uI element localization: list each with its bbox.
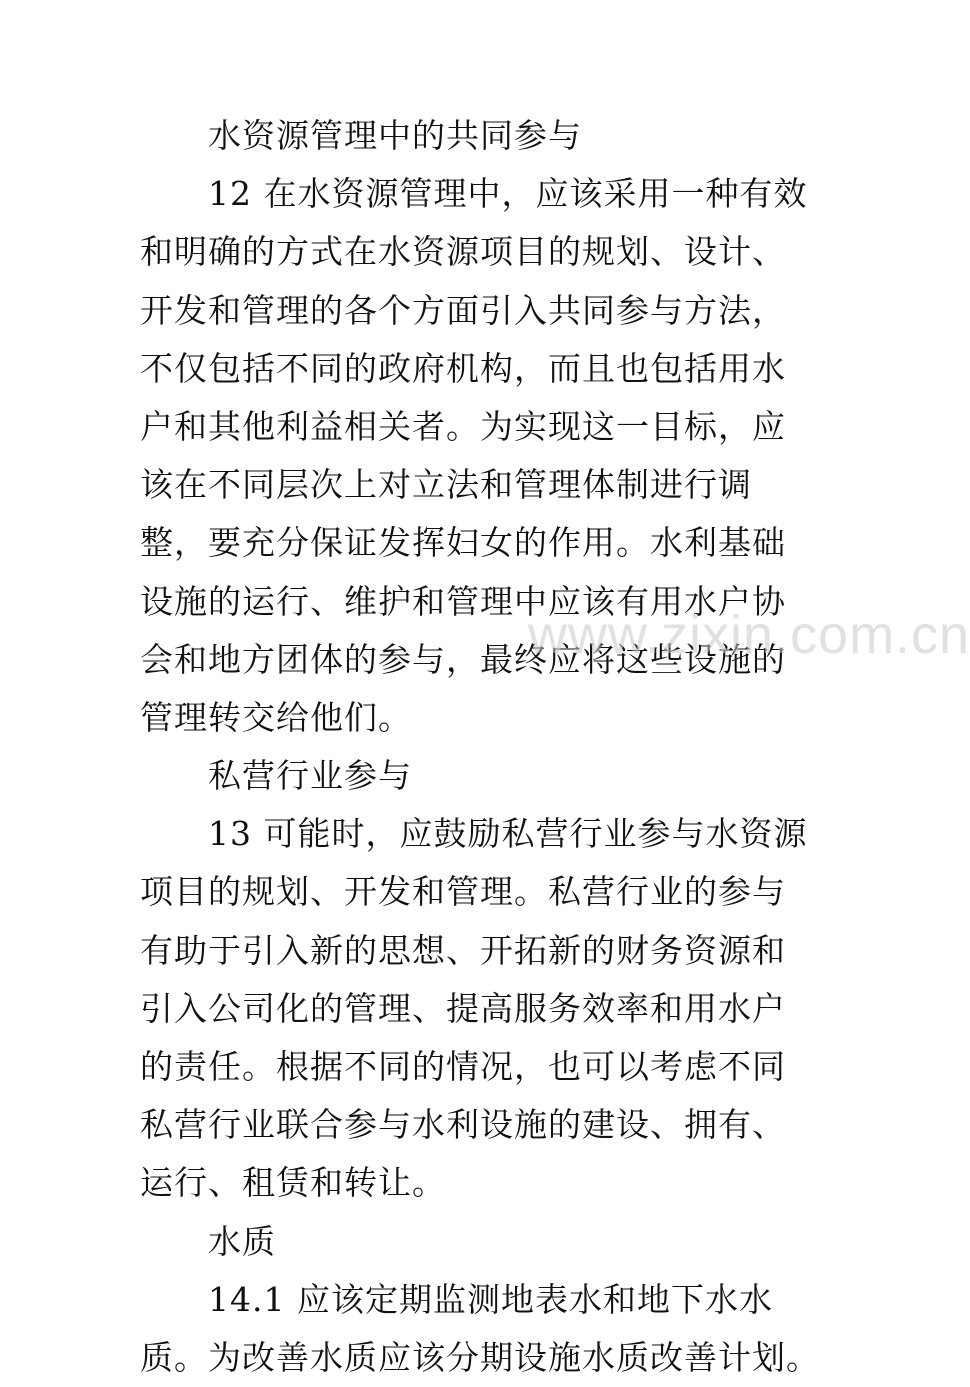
section-heading: 水质 (208, 1221, 276, 1261)
document-body (140, 107, 820, 1387)
paragraph-line: 13 可能时，应鼓励私营行业参与水资源 (208, 814, 808, 854)
paragraph-line: 项目的规划、开发和管理。私营行业的参与 (140, 872, 786, 912)
paragraph-line: 的责任。根据不同的情况，也可以考虑不同 (140, 1047, 786, 1086)
paragraph-line: 有助于引入新的思想、开拓新的财务资源和 (140, 930, 786, 970)
paragraph-line: 质。为改善水质应该分期设施水质改善计划。 (140, 1337, 820, 1377)
paragraph-line: 整，要充分保证发挥妇女的作用。水利基础 (140, 523, 786, 563)
paragraph-line: 14.1 应该定期监测地表水和地下水水 (208, 1279, 773, 1319)
paragraph-line: 引入公司化的管理、提高服务效率和用水户 (140, 988, 786, 1028)
paragraph-line: 管理转交给他们。 (140, 697, 412, 737)
paragraph-line: 开发和管理的各个方面引入共同参与方法， (140, 290, 786, 330)
paragraph-line: 会和地方团体的参与，最终应将这些设施的 (140, 639, 786, 679)
section-heading: 水资源管理中的共同参与 (208, 116, 582, 155)
paragraph-line: 户和其他利益相关者。为实现这一目标，应 (140, 406, 786, 446)
paragraph-line: 和明确的方式在水资源项目的规划、设计、 (140, 232, 786, 272)
paragraph-line: 设施的运行、维护和管理中应该有用水户协 (140, 581, 786, 621)
section-heading: 私营行业参与 (208, 756, 412, 796)
paragraph-line: 该在不同层次上对立法和管理体制进行调 (140, 465, 752, 505)
paragraph-line: 12 在水资源管理中，应该采用一种有效 (208, 174, 808, 214)
paragraph-line: 私营行业联合参与水利设施的建设、拥有、 (140, 1105, 786, 1145)
watermark-text: www.zixin.com.cn (528, 605, 970, 665)
paragraph-line: 运行、租赁和转让。 (140, 1163, 446, 1203)
paragraph-line: 不仅包括不同的政府机构，而且也包括用水 (140, 348, 786, 388)
